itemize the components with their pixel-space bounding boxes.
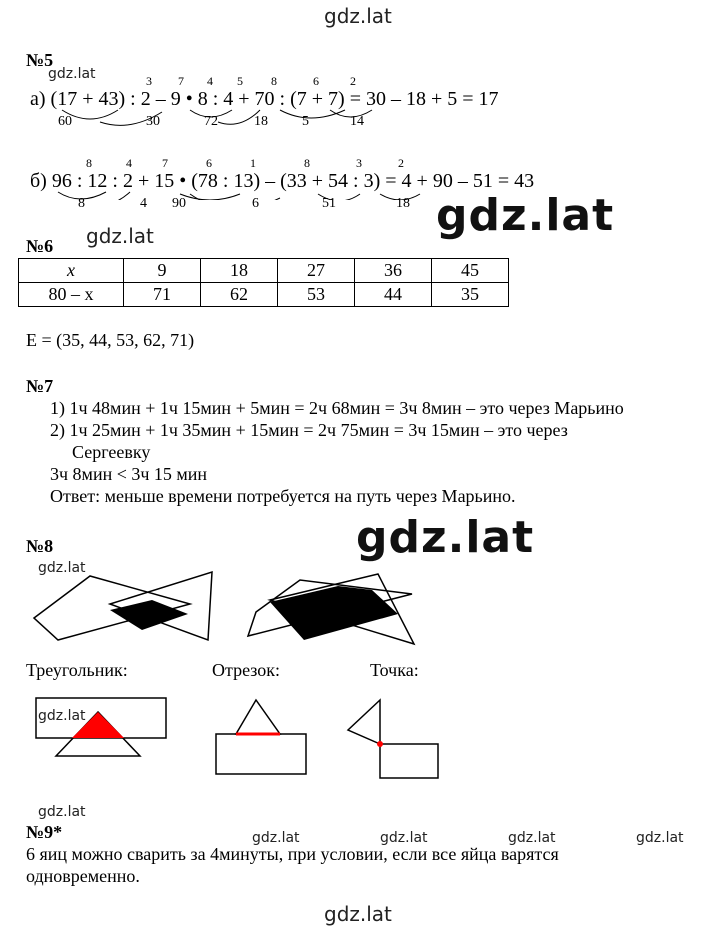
intermediate-result: 30 [146, 114, 160, 129]
task7-answer: Ответ: меньше времени потребуется на путь через Марьино. [50, 486, 516, 506]
table-row-head: 80 – x [19, 283, 124, 307]
label-point: Точка: [370, 660, 419, 680]
order-number: 3 [146, 74, 152, 88]
watermark-small: gdz.lat [252, 830, 300, 846]
watermark-large: gdz.lat [436, 190, 615, 241]
label-triangle: Треугольник: [26, 660, 128, 680]
order-number: 6 [206, 156, 212, 170]
watermark-small: gdz.lat [48, 66, 96, 82]
table-cell: 44 [355, 283, 432, 307]
table-cell: 27 [278, 259, 355, 283]
table-cell: 45 [432, 259, 509, 283]
order-number: 8 [271, 74, 277, 88]
watermark-small: gdz.lat [38, 560, 86, 576]
task5a-expression: а) (17 + 43) : 2 – 9 • 8 : 4 + 70 : (7 + 7) = 30 – 18 + 5 = 17 [30, 88, 499, 110]
intermediate-result: 72 [204, 114, 218, 129]
task7-compare: 3ч 8мин < 3ч 15 мин [50, 464, 208, 484]
order-number: 2 [350, 74, 356, 88]
order-number: 4 [126, 156, 132, 170]
table-row [19, 283, 509, 307]
task7-line: Сергеевку [72, 442, 151, 462]
intermediate-result: 51 [322, 196, 336, 211]
table-cell: 62 [201, 283, 278, 307]
table-cell: 71 [124, 283, 201, 307]
order-number: 6 [313, 74, 319, 88]
order-number: 7 [162, 156, 168, 170]
intermediate-result: 4 [140, 196, 147, 211]
table-cell: 35 [432, 283, 509, 307]
watermark-medium: gdz.lat [86, 224, 154, 248]
watermark-small: gdz.lat [380, 830, 428, 846]
order-number: 5 [237, 74, 243, 88]
intermediate-result: 8 [78, 196, 85, 211]
intermediate-result: 18 [254, 114, 268, 129]
intermediate-result: 60 [58, 114, 72, 129]
intermediate-result: 18 [396, 196, 410, 211]
intermediate-result: 6 [252, 196, 259, 211]
watermark-small: gdz.lat [636, 830, 684, 846]
intermediate-result: 5 [302, 114, 309, 129]
table-row [19, 259, 509, 283]
overlapping-triangles-figure [0, 560, 720, 650]
task5b-expression: б) 96 : 12 : 2 + 15 • (78 : 13) – (33 + 54 : 3) = 4 + 90 – 51 = 43 [30, 170, 535, 192]
order-number: 2 [398, 156, 404, 170]
order-number: 3 [356, 156, 362, 170]
order-number: 1 [250, 156, 256, 170]
task8-header: №8 [26, 536, 54, 556]
table-cell: 18 [201, 259, 278, 283]
task9-line: одновременно. [26, 866, 140, 886]
task9-header: №9* [26, 822, 63, 842]
watermark-small: gdz.lat [38, 804, 86, 820]
task5-header: №5 [26, 50, 54, 70]
intermediate-result: 14 [350, 114, 364, 129]
intersection-examples-figure [0, 690, 720, 790]
order-number: 4 [207, 74, 213, 88]
intermediate-result: 90 [172, 196, 186, 211]
task7-header: №7 [26, 376, 54, 396]
values-table [18, 258, 509, 307]
order-number: 8 [86, 156, 92, 170]
label-segment: Отрезок: [212, 660, 281, 680]
table-row-head: x [19, 259, 124, 283]
table-cell: 9 [124, 259, 201, 283]
watermark-large: gdz.lat [356, 512, 535, 563]
order-number: 8 [304, 156, 310, 170]
table-cell: 36 [355, 259, 432, 283]
set-answer: E = (35, 44, 53, 62, 71) [26, 330, 195, 350]
watermark-small: gdz.lat [38, 708, 86, 724]
task7-line: 2) 1ч 25мин + 1ч 35мин + 15мин = 2ч 75мин = 3ч 15мин – это через [50, 420, 568, 440]
task6-header: №6 [26, 236, 54, 256]
watermark-top: gdz.lat [324, 4, 392, 28]
task9-line: 6 яиц можно сварить за 4минуты, при условии, если все яйца варятся [26, 844, 559, 864]
order-number: 7 [178, 74, 184, 88]
table-cell: 53 [278, 283, 355, 307]
watermark-bottom: gdz.lat [324, 902, 392, 926]
task7-line: 1) 1ч 48мин + 1ч 15мин + 5мин = 2ч 68мин = 3ч 8мин – это через Марьино [50, 398, 624, 418]
watermark-small: gdz.lat [508, 830, 556, 846]
